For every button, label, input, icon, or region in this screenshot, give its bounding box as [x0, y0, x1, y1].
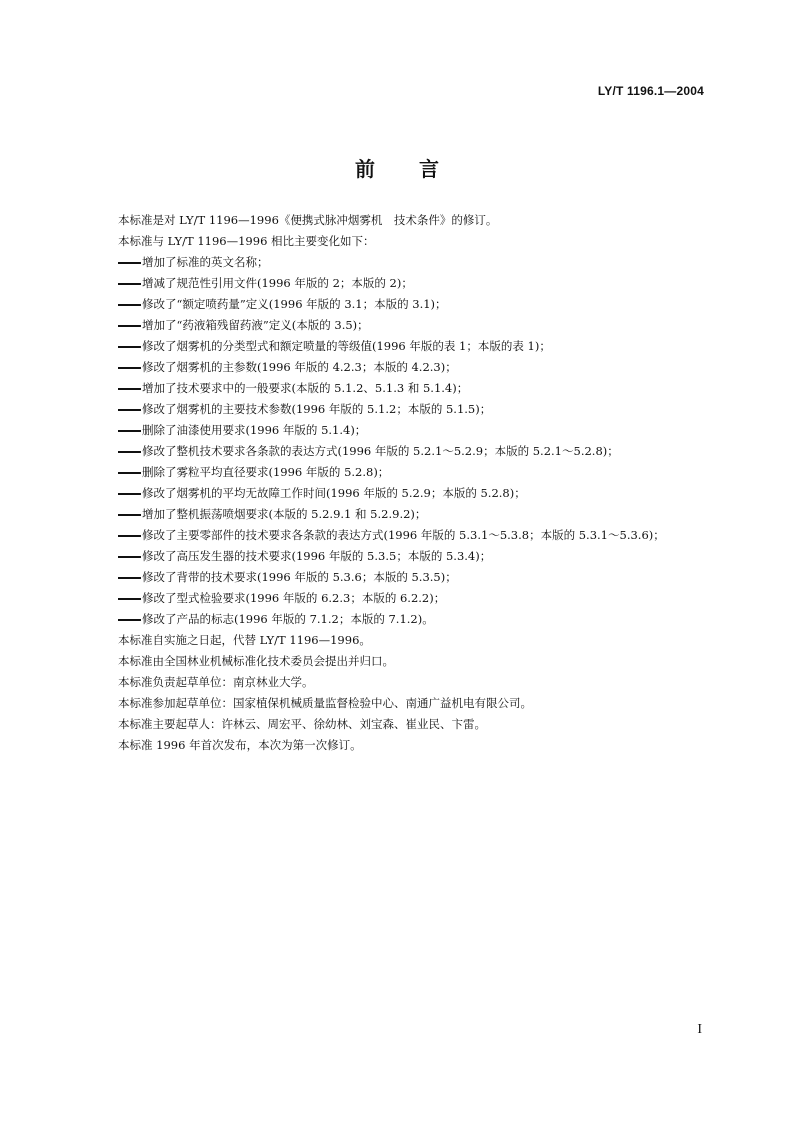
- dash-mark: [118, 577, 141, 579]
- change-item: [118, 252, 718, 273]
- dash-mark: [118, 325, 141, 327]
- intro-line: 本标准与 LY/T 1196—1996 相比主要变化如下：: [118, 234, 375, 248]
- change-text: 修改了主要零部件的技术要求各条款的表达方式(1996 年版的 5.3.1～5.3.8；本版的 5.3.1～5.3.6)；: [142, 528, 665, 542]
- change-item: [118, 357, 718, 378]
- dash-mark: [118, 535, 141, 537]
- change-item: [118, 546, 718, 567]
- dash-mark: [118, 619, 141, 621]
- change-text: 修改了产品的标志(1996 年版的 7.1.2；本版的 7.1.2)。: [142, 612, 434, 626]
- change-text: 修改了烟雾机的主参数(1996 年版的 4.2.3；本版的 4.2.3)；: [142, 360, 457, 374]
- closing-line: 本标准负责起草单位：南京林业大学。: [118, 675, 314, 689]
- closing-line: 本标准自实施之日起，代替 LY/T 1196—1996。: [118, 633, 371, 647]
- change-text: 修改了背带的技术要求(1996 年版的 5.3.6；本版的 5.3.5)；: [142, 570, 457, 584]
- change-item: [118, 336, 718, 357]
- change-text: 修改了型式检验要求(1996 年版的 6.2.3；本版的 6.2.2)；: [142, 591, 446, 605]
- foreword-body: [118, 210, 718, 756]
- change-item: [118, 294, 718, 315]
- change-item: [118, 441, 718, 462]
- change-text: 修改了烟雾机的分类型式和额定喷量的等级值(1996 年版的表 1；本版的表 1)；: [142, 339, 551, 353]
- change-text: 增减了规范性引用文件(1996 年版的 2；本版的 2)；: [142, 276, 413, 290]
- dash-mark: [118, 598, 141, 600]
- change-item: [118, 609, 718, 630]
- dash-mark: [118, 430, 141, 432]
- change-item: [118, 525, 718, 546]
- change-text: 增加了整机振荡喷烟要求(本版的 5.2.9.1 和 5.2.9.2)；: [142, 507, 427, 521]
- dash-mark: [118, 388, 141, 390]
- change-text: 修改了高压发生器的技术要求(1996 年版的 5.3.5；本版的 5.3.4)；: [142, 549, 492, 563]
- dash-mark: [118, 283, 141, 285]
- change-text: 修改了烟雾机的平均无故障工作时间(1996 年版的 5.2.9；本版的 5.2.8)；: [142, 486, 526, 500]
- dash-mark: [118, 409, 141, 411]
- change-item: [118, 315, 718, 336]
- dash-mark: [118, 514, 141, 516]
- change-item: [118, 420, 718, 441]
- standard-code: LY/T 1196.1—2004: [597, 84, 704, 98]
- change-text: 删除了雾粒平均直径要求(1996 年版的 5.2.8)；: [142, 465, 390, 479]
- change-item: [118, 399, 718, 420]
- closing-line: 本标准主要起草人：许林云、周宏平、徐幼林、刘宝森、崔业民、卞雷。: [118, 717, 486, 731]
- change-item: [118, 462, 718, 483]
- change-item: [118, 588, 718, 609]
- change-text: 增加了标准的英文名称；: [142, 255, 269, 269]
- change-text: 修改了整机技术要求各条款的表达方式(1996 年版的 5.2.1～5.2.9；本版的 5.2.1～5.2.8)；: [142, 444, 619, 458]
- dash-mark: [118, 304, 141, 306]
- closing-line: 本标准 1996 年首次发布，本次为第一次修订。: [118, 738, 362, 752]
- change-text: 修改了“额定喷药量”定义(1996 年版的 3.1；本版的 3.1)；: [142, 297, 447, 311]
- change-text: 增加了“药液箱残留药液”定义(本版的 3.5)；: [142, 318, 369, 332]
- change-item: [118, 483, 718, 504]
- change-text: 增加了技术要求中的一般要求(本版的 5.1.2、5.1.3 和 5.1.4)；: [142, 381, 469, 395]
- dash-mark: [118, 472, 141, 474]
- change-item: [118, 378, 718, 399]
- closing-line: 本标准参加起草单位：国家植保机械质量监督检验中心、南通广益机电有限公司。: [118, 696, 532, 710]
- dash-mark: [118, 367, 141, 369]
- change-text: 删除了油漆使用要求(1996 年版的 5.1.4)；: [142, 423, 367, 437]
- dash-mark: [118, 262, 141, 264]
- dash-mark: [118, 346, 141, 348]
- closing-line: 本标准由全国林业机械标准化技术委员会提出并归口。: [118, 654, 394, 668]
- change-item: [118, 273, 718, 294]
- dash-mark: [118, 451, 141, 453]
- dash-mark: [118, 556, 141, 558]
- change-text: 修改了烟雾机的主要技术参数(1996 年版的 5.1.2；本版的 5.1.5)；: [142, 402, 492, 416]
- change-item: [118, 567, 718, 588]
- change-item: [118, 504, 718, 525]
- dash-mark: [118, 493, 141, 495]
- page-title: 前言: [355, 157, 483, 181]
- page-number: I: [697, 1022, 702, 1037]
- intro-line: 本标准是对 LY/T 1196—1996《便携式脉冲烟雾机 技术条件》的修订。: [118, 213, 498, 227]
